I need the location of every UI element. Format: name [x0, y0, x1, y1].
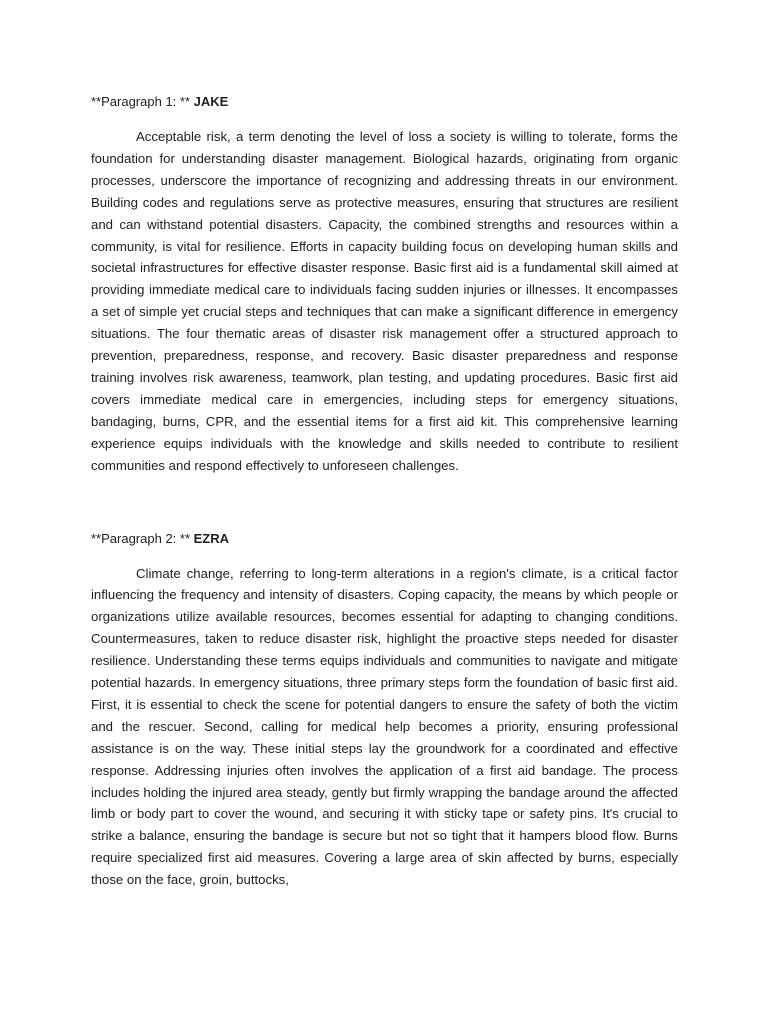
heading-prefix: **Paragraph 2: ** — [91, 530, 194, 546]
paragraph-section-2 — [91, 529, 678, 892]
paragraph-body-2: Climate change, referring to long-term alterations in a region's climate, is a critical factor influencing the frequency and intensity of disasters. Coping capacity, the means by which people or organizations utilize available resources, becomes essential for adapting to changing conditions. Countermeasures, taken to reduce disaster risk, highlight the proactive steps needed for disaster resilience. Understanding these terms equips individuals and communities to navigate and mitigate potential hazards. In emergency situations, three primary steps form the foundation of basic first aid. First, it is essential to check the scene for potential dangers to ensure the safety of both the victim and the rescuer. Second, calling for medical help becomes a priority, ensuring professional assistance is on the way. These initial steps lay the groundwork for a coordinated and effective response. Addressing injuries often involves the application of a first aid bandage. The process includes holding the injured area steady, gently but firmly wrapping the bandage around the affected limb or body part to cover the wound, and securing it with sticky tape or safety pins. It's crucial to strike a balance, ensuring the bandage is secure but not so tight that it hampers blood flow. Burns require specialized first aid measures. Covering a large area of skin affected by burns, especially those on the face, groin, buttocks, — [91, 565, 678, 888]
paragraph-body-1: Acceptable risk, a term denoting the level of loss a society is willing to tolerate, forms the foundation for understanding disaster management. Biological hazards, originating from organic processes, underscore the importance of recognizing and addressing threats in our environment. Building codes and regulations serve as protective measures, ensuring that structures are resilient and can withstand potential disasters. Capacity, the combined strengths and resources within a community, is vital for resilience. Efforts in capacity building focus on developing human skills and societal infrastructures for effective disaster response. Basic first aid is a fundamental skill aimed at providing immediate medical care to individuals facing sudden injuries or illnesses. It encompasses a set of simple yet crucial steps and techniques that can make a significant difference in emergency situations. The four thematic areas of disaster risk management offer a structured approach to prevention, preparedness, response, and recovery. Basic disaster preparedness and response training involves risk awareness, teamwork, plan testing, and updating procedures. Basic first aid covers immediate medical care in emergencies, including steps for emergency situations, bandaging, burns, CPR, and the essential items for a first aid kit. This comprehensive learning experience equips individuals with the knowledge and skills needed to contribute to resilient communities and respond effectively to unforeseen challenges. — [91, 129, 678, 473]
paragraph-heading-1 — [91, 92, 678, 112]
heading-prefix: **Paragraph 1: ** — [91, 94, 194, 109]
author-name: JAKE — [193, 94, 229, 109]
paragraph-heading-2 — [91, 529, 678, 549]
paragraph-section-1 — [91, 92, 678, 477]
author-name: EZRA — [193, 530, 230, 546]
